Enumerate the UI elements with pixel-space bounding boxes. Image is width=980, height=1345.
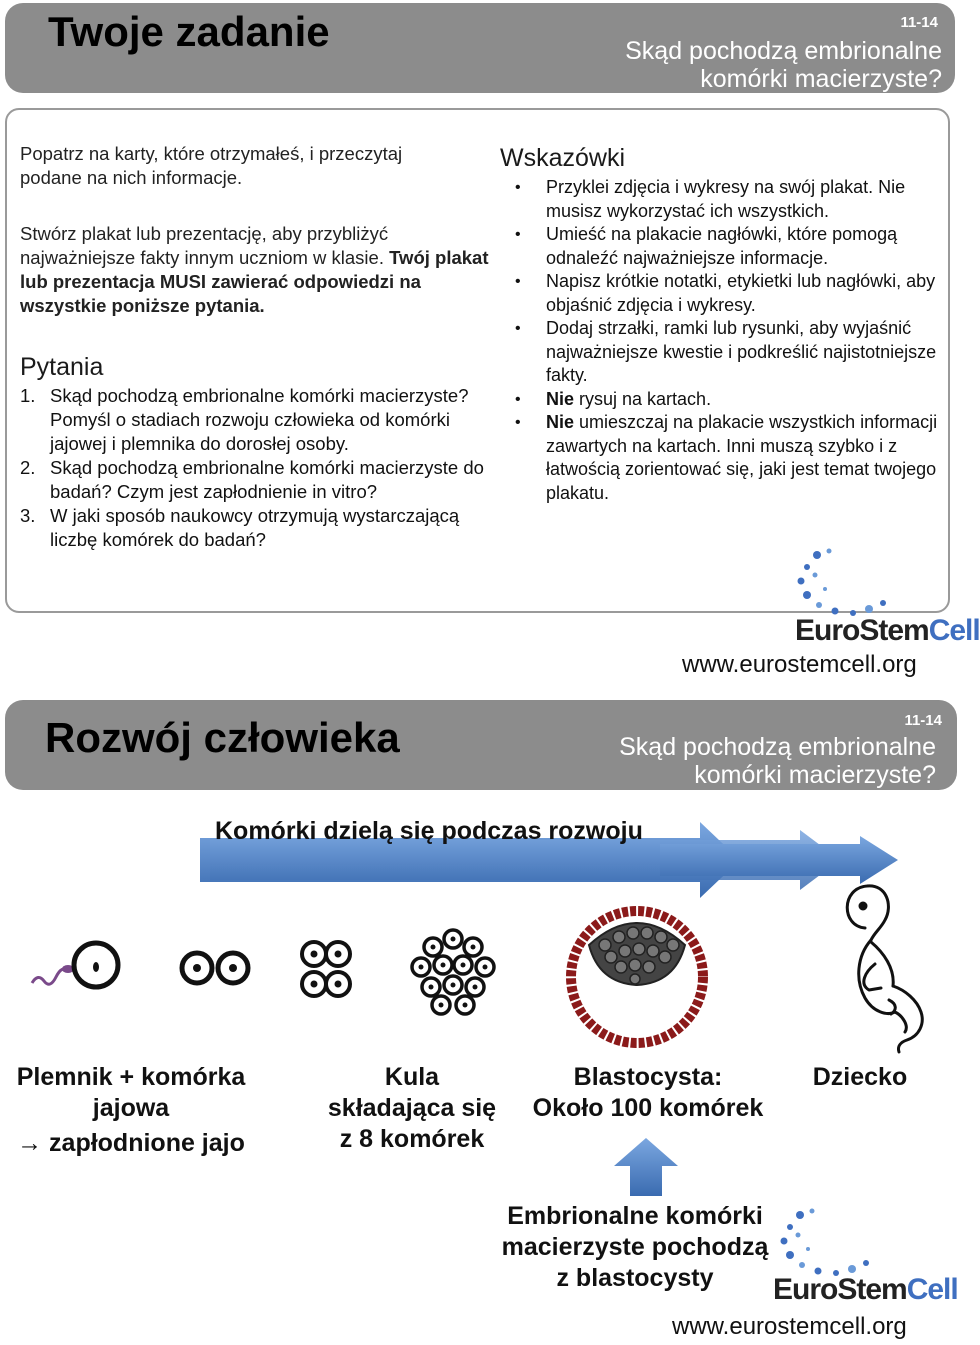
logo-text-euro: EuroStem	[795, 614, 929, 647]
tip-item	[500, 317, 952, 388]
logo-text-euro: EuroStem	[773, 1273, 907, 1306]
question-text: Skąd pochodzą embrionalne komórki macierzyste do badań? Czym jest zapłodnienie in vitro?	[50, 457, 484, 502]
stage-label-line: → zapłodnione jajo	[17, 1129, 245, 1157]
up-arrow	[612, 1136, 680, 1198]
bottom-age-code: 11-14	[904, 712, 942, 729]
development-arrow-label: Komórki dzielą się podczas rozwoju	[215, 817, 643, 845]
eurostemcell-logo-text-bottom	[773, 1273, 958, 1307]
two-cell-illustration	[178, 948, 258, 988]
stage-label-line: Dziecko	[812, 1063, 908, 1091]
stem-cells-note	[470, 1201, 800, 1294]
tip-text: Umieść na plakacie nagłówki, które pomogą odnaleźć najważniejsze informacje.	[546, 224, 898, 268]
tips-list	[500, 176, 952, 505]
questions-list	[20, 384, 490, 552]
tip-text: Dodaj strzałki, ramki lub rysunki, aby wyjaśnić najważniejsze kwestie i podkreślić najistotniejsze fakty.	[546, 318, 937, 385]
intro-text-2-normal: Stwórz plakat lub prezentację, aby przybliżyć najważniejsze fakty innym uczniom w klasie.	[20, 223, 390, 268]
top-subtitle-line1: Skąd pochodzą embrionalne	[625, 37, 942, 65]
tip-bold: Nie	[546, 388, 575, 409]
tip-text: Przyklei zdjęcia i wykresy na swój plakat. Nie musisz wykorzystać ich wszystkich.	[546, 177, 906, 221]
stage-label-line: Plemnik + komórka	[16, 1063, 246, 1091]
question-text: Skąd pochodzą embrionalne komórki macierzyste? Pomyśl o stadiach rozwoju człowieka od komórki jajowej i plemnika do dorosłej osoby.	[50, 385, 469, 454]
morula-illustration	[405, 925, 501, 1021]
blastocyst-illustration	[565, 905, 710, 1050]
eight-cell-ball-illustration	[294, 938, 358, 1002]
stage-fertilized-label	[2, 1062, 260, 1159]
tip-text: Napisz krótkie notatki, etykietki lub nagłówki, aby objaśnić zdjęcia i wykresy.	[546, 271, 936, 315]
eurostemcell-logo-text	[795, 614, 980, 648]
stage-label-line: Blastocysta:	[573, 1063, 723, 1091]
tips-heading: Wskazówki	[500, 144, 626, 172]
bottom-url[interactable]: www.eurostemcell.org	[672, 1313, 907, 1340]
fetus-illustration	[835, 880, 930, 1055]
stage-label-line: składająca się	[327, 1094, 497, 1122]
stage-label-line: Około 100 komórek	[532, 1094, 764, 1122]
stage-ball-label	[312, 1062, 512, 1155]
intro-text-1: Popatrz na karty, które otrzymałeś, i przeczytaj podane na nich informacje.	[20, 143, 403, 188]
note-line: macierzyste pochodzą	[501, 1233, 769, 1261]
question-number: 3.	[20, 505, 36, 526]
tip-item	[500, 176, 952, 223]
top-age-code: 11-14	[900, 14, 938, 31]
eurostemcell-logo-dots	[795, 545, 905, 625]
top-subtitle-line2: komórki macierzyste?	[700, 65, 942, 93]
logo-text-cell: Cell	[928, 614, 980, 647]
question-number: 1.	[20, 385, 36, 406]
question-item	[20, 456, 490, 504]
tip-item	[500, 411, 952, 505]
intro-text-2-bold: Twój plakat lub prezentacja MUSI zawierać odpowiedzi na wszystkie poniższe pytania.	[20, 247, 489, 316]
note-line: z blastocysty	[556, 1264, 714, 1292]
top-url[interactable]: www.eurostemcell.org	[682, 651, 917, 678]
logo-text-cell: Cell	[906, 1273, 958, 1306]
tip-bold: Nie	[546, 412, 575, 432]
tip-text: rysuj na kartach.	[574, 388, 712, 409]
top-page-title: Twoje zadanie	[48, 8, 330, 55]
question-number: 2.	[20, 457, 36, 478]
question-text: W jaki sposób naukowcy otrzymują wystarczającą liczbę komórek do badań?	[50, 505, 460, 550]
sperm-egg-illustration	[28, 935, 128, 995]
question-item	[20, 384, 490, 456]
stage-blastocyst-label	[515, 1062, 781, 1124]
bottom-page-title: Rozwój człowieka	[45, 714, 400, 761]
stage-label-line: z 8 komórek	[339, 1125, 485, 1153]
questions-heading: Pytania	[20, 353, 104, 381]
tip-item	[500, 270, 952, 317]
tip-text: umieszczaj na plakacie wszystkich informacji zawartych na kartach. Inni muszą szybko i z łatwością zorientować się, jaki jest temat twojego plakatu.	[546, 412, 938, 503]
stage-label-line: jajowa	[92, 1094, 170, 1122]
tip-item	[500, 388, 952, 412]
bottom-subtitle-line2: komórki macierzyste?	[694, 761, 936, 789]
stage-label-line: Kula	[384, 1063, 440, 1091]
bottom-subtitle-line1: Skąd pochodzą embrionalne	[619, 733, 936, 761]
stage-baby-label	[800, 1062, 920, 1093]
tip-item	[500, 223, 952, 270]
intro-text-2	[20, 222, 490, 318]
question-item	[20, 504, 490, 552]
note-line: Embrionalne komórki	[507, 1202, 763, 1230]
